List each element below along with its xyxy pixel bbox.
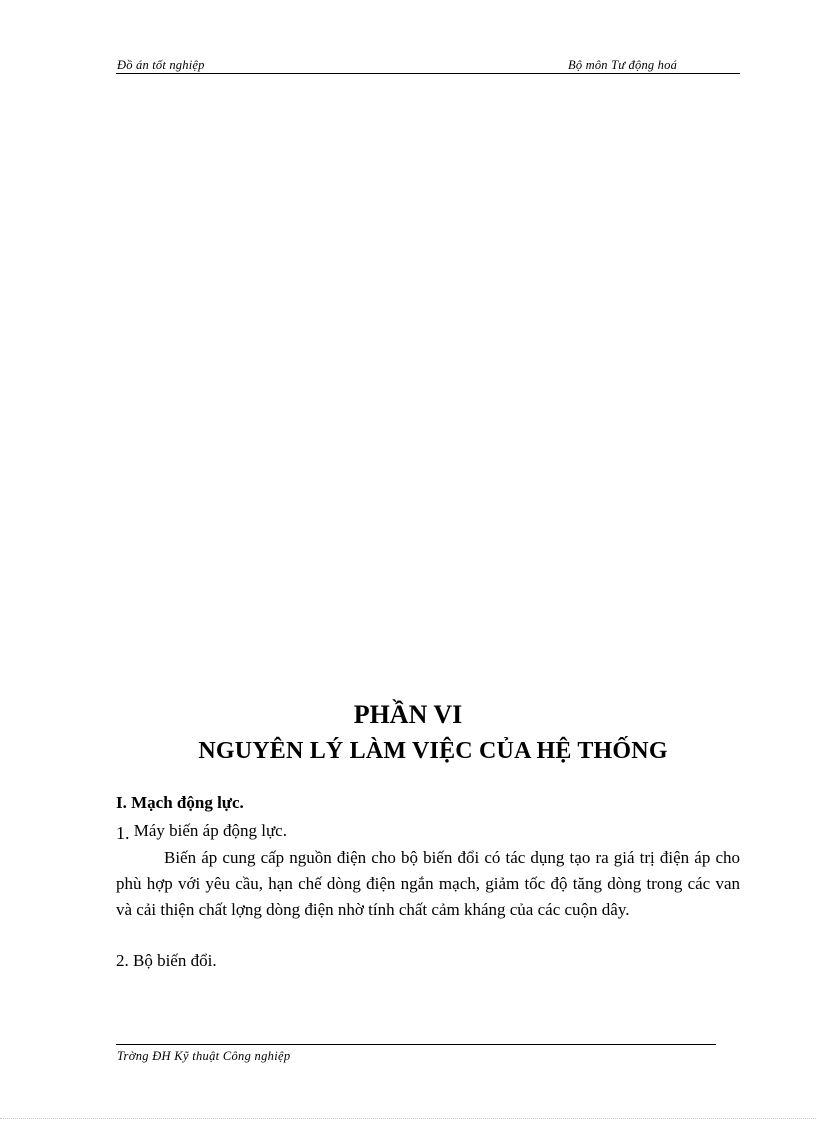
list-item-1-text: Máy biến áp động lực.: [129, 821, 287, 840]
body-paragraph: Biến áp cung cấp nguồn điện cho bộ biến đổi có tác dụng tạo ra giá trị điện áp cho phù hợp với yêu cầu, hạn chế dòng điện ngắn mạch, giảm tốc độ tăng dòng trong các van và cải thiện chất lợng dòng điện nhờ tính chất cảm kháng của các cuộn dây.: [116, 848, 740, 919]
list-item-2: 2. Bộ biến đổi.: [116, 951, 217, 970]
list-item-1-number: 1.: [116, 823, 130, 843]
footer-rule: [116, 1044, 716, 1045]
header-left-text: Đồ án tốt nghiệp: [117, 58, 205, 72]
footer-text: Trờng ĐH Kỹ thuật Công nghiệp: [117, 1049, 291, 1063]
part-title: PHẦN VI: [353, 700, 463, 729]
header-rule: [116, 73, 740, 74]
section-heading: I. Mạch động lực.: [116, 793, 244, 812]
header-right-text: Bộ môn Tư động hoá: [568, 58, 678, 72]
page-edge-divider: [0, 1118, 816, 1119]
list-item-1: [116, 820, 287, 841]
part-subtitle: NGUYÊN LÝ LÀM VIỆC CỦA HỆ THỐNG: [198, 738, 668, 764]
